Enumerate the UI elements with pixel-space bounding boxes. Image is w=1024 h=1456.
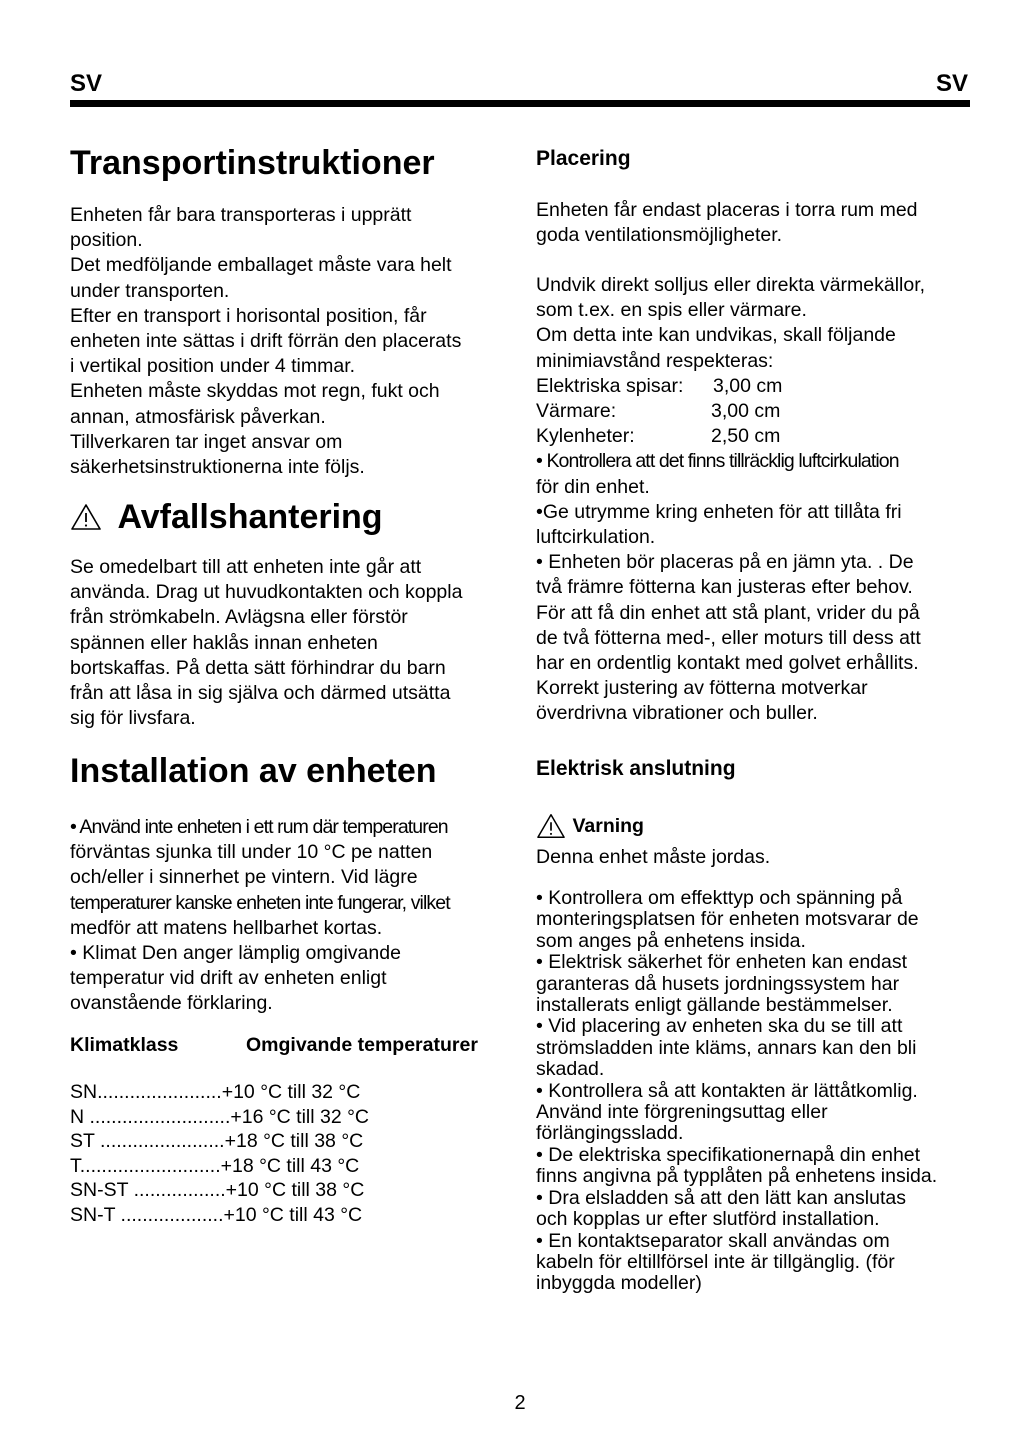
text-line: medför att matens hellbarhet kortas. — [70, 916, 383, 939]
text-line: säkerhetsinstruktionerna inte följs. — [70, 456, 365, 479]
text-line: • Kontrollera att det finns tillräcklig luftcirkulation — [536, 450, 899, 473]
text-line: • Elektrisk säkerhet för enheten kan endast — [536, 951, 908, 974]
distance-value: 3,00 cm — [711, 400, 781, 422]
text-line: strömsladden inte kläms, annars kan den bli — [536, 1036, 917, 1059]
installation-body — [70, 815, 510, 1017]
language-code-left: SV — [70, 70, 103, 97]
warning-triangle-icon — [70, 502, 102, 532]
text-line: • Klimat Den anger lämplig omgivande — [70, 942, 401, 965]
climate-header-class: Klimatklass — [70, 1034, 179, 1056]
text-line: finns angivna på typplåten på enhetens insida. — [536, 1165, 938, 1188]
text-line: under transporten. — [70, 279, 230, 302]
placement-heading: Placering — [536, 147, 631, 170]
text-line: luftcirkulation. — [536, 525, 656, 548]
installation-heading: Installation av enheten — [70, 752, 437, 790]
header-rule — [70, 100, 970, 107]
text-line: temperatur vid drift av enheten enligt — [70, 967, 387, 990]
climate-row: SN-T ...................+10 °C till 43 °C — [70, 1203, 363, 1226]
text-line: använda. Drag ut huvudkontakten och koppla — [70, 581, 463, 604]
warning-label: Varning — [572, 814, 644, 837]
text-line: minimiavstånd respekteras: — [536, 349, 774, 372]
climate-row: T..........................+18 °C till 43 °C — [70, 1154, 360, 1177]
text-line: sig för livsfara. — [70, 707, 196, 730]
text-line: skadad. — [536, 1058, 605, 1081]
text-line: som anges på enhetens insida. — [536, 929, 806, 952]
text-line: bortskaffas. På detta sätt förhindrar du barn — [70, 656, 446, 679]
text-line: temperaturer kanske enheten inte fungerar, vilket — [70, 891, 450, 914]
distance-value: 2,50 cm — [711, 425, 781, 448]
distance-value: 3,00 cm — [713, 374, 783, 397]
text-line: från strömkabeln. Avlägsna eller förstör — [70, 606, 408, 629]
distance-label: Värmare: — [536, 400, 617, 422]
page-number: 2 — [514, 1392, 526, 1414]
text-line: enheten inte sättas i drift förrän den placerats — [70, 330, 462, 353]
text-line: inbyggda modeller) — [536, 1272, 702, 1295]
transport-body — [70, 203, 510, 480]
text-line: som t.ex. en spis eller värmare. — [536, 299, 807, 322]
electrical-body — [536, 888, 976, 1295]
text-line: Om detta inte kan undvikas, skall följande — [536, 324, 896, 347]
text-line: förlängingssladd. — [536, 1122, 684, 1145]
text-line: För att få din enhet att stå plant, vrider du på — [536, 601, 920, 624]
climate-row: SN-ST .................+10 °C till 38 °C — [70, 1179, 365, 1202]
warning-callout — [536, 812, 644, 840]
disposal-body — [70, 555, 510, 731]
text-line: Denna enhet måste jordas. — [536, 846, 771, 868]
text-line: • Enheten bör placeras på en jämn yta. . De — [536, 551, 914, 574]
text-line: • Kontrollera om effekttyp och spänning på — [536, 887, 903, 909]
electrical-heading: Elektrisk anslutning — [536, 757, 736, 780]
distance-row — [536, 424, 976, 449]
warning-triangle-icon — [536, 812, 566, 840]
text-line: • Dra elsladden så att den lätt kan anslutas — [536, 1186, 906, 1209]
text-line: monteringsplatsen för enheten motsvarar de — [536, 908, 919, 931]
text-line: spännen eller haklås innan enheten — [70, 631, 378, 654]
text-line: Tillverkaren tar inget ansvar om — [70, 430, 343, 453]
text-line: ovanstående förklaring. — [70, 992, 273, 1015]
text-line: i vertikal position under 4 timmar. — [70, 355, 356, 378]
text-line: två främre fötterna kan justeras efter behov. — [536, 576, 913, 599]
text-line: och kopplas ur efter slutförd installation. — [536, 1208, 880, 1231]
text-line: för din enhet. — [536, 475, 650, 498]
text-line: • De elektriska specifikationernapå din enhet — [536, 1143, 921, 1166]
text-line: position. — [70, 229, 143, 252]
text-line: annan, atmosfärisk påverkan. — [70, 405, 326, 428]
text-line: Se omedelbart till att enheten inte går att — [70, 556, 422, 578]
transport-heading: Transportinstruktioner — [70, 144, 435, 182]
text-line: kabeln för eltillförsel inte är tillgänglig. (för — [536, 1250, 895, 1273]
text-line: Korrekt justering av fötterna motverkar — [536, 677, 868, 700]
text-line: • Vid placering av enheten ska du se till att — [536, 1015, 903, 1038]
climate-row: N ..........................+16 °C till 32 °C — [70, 1105, 369, 1128]
text-line: • Kontrollera så att kontakten är lättåtkomlig. — [536, 1079, 918, 1102]
text-line: • Använd inte enheten i ett rum där temperaturen — [70, 816, 448, 838]
text-line: •Ge utrymme kring enheten för att tillåta fri — [536, 500, 902, 523]
text-line: Det medföljande emballaget måste vara helt — [70, 254, 452, 277]
text-line: har en ordentlig kontakt med golvet erhållits. — [536, 652, 919, 674]
text-line: Efter en transport i horisontal position, får — [70, 304, 427, 327]
text-line: Undvik direkt solljus eller direkta värmekällor, — [536, 274, 926, 296]
text-line: garanteras då husets jordningssystem har — [536, 972, 900, 995]
distance-row — [536, 374, 976, 399]
climate-row: SN.......................+10 °C till 32 °C — [70, 1081, 361, 1103]
language-code-right: SV — [935, 70, 968, 97]
text-line: från att låsa in sig själva och därmed utsätta — [70, 682, 451, 705]
climate-table — [70, 1080, 369, 1228]
climate-header-temperature: Omgivande temperaturer — [246, 1034, 478, 1056]
text-line: Enheten måste skyddas mot regn, fukt och — [70, 380, 440, 403]
text-line: förväntas sjunka till under 10 °C pe natten — [70, 841, 433, 864]
text-line: Enheten får bara transporteras i upprätt — [70, 204, 412, 226]
text-line: och/eller i sinnerhet pe vintern. Vid lägre — [70, 866, 418, 889]
text-line: installerats enligt gällande bestämmelser. — [536, 994, 893, 1017]
disposal-title: Avfallshantering — [117, 497, 383, 536]
text-line: Använd inte förgreningsuttag eller — [536, 1101, 828, 1124]
distance-label: Kylenheter: — [536, 425, 635, 448]
climate-row: ST .......................+18 °C till 38 °C — [70, 1130, 364, 1153]
text-line: • En kontaktseparator skall användas om — [536, 1229, 890, 1252]
warning-text — [536, 845, 770, 870]
text-line: Enheten får endast placeras i torra rum med — [536, 199, 918, 221]
distance-row — [536, 399, 976, 424]
text-line: goda ventilationsmöjligheter. — [536, 224, 783, 247]
distance-label: Elektriska spisar: — [536, 374, 684, 397]
text-line: överdrivna vibrationer och buller. — [536, 702, 818, 725]
placement-body — [536, 273, 976, 727]
disposal-heading — [70, 496, 383, 537]
placement-intro — [536, 198, 976, 248]
text-line: de två fötterna med-, eller moturs till dess att — [536, 626, 921, 649]
